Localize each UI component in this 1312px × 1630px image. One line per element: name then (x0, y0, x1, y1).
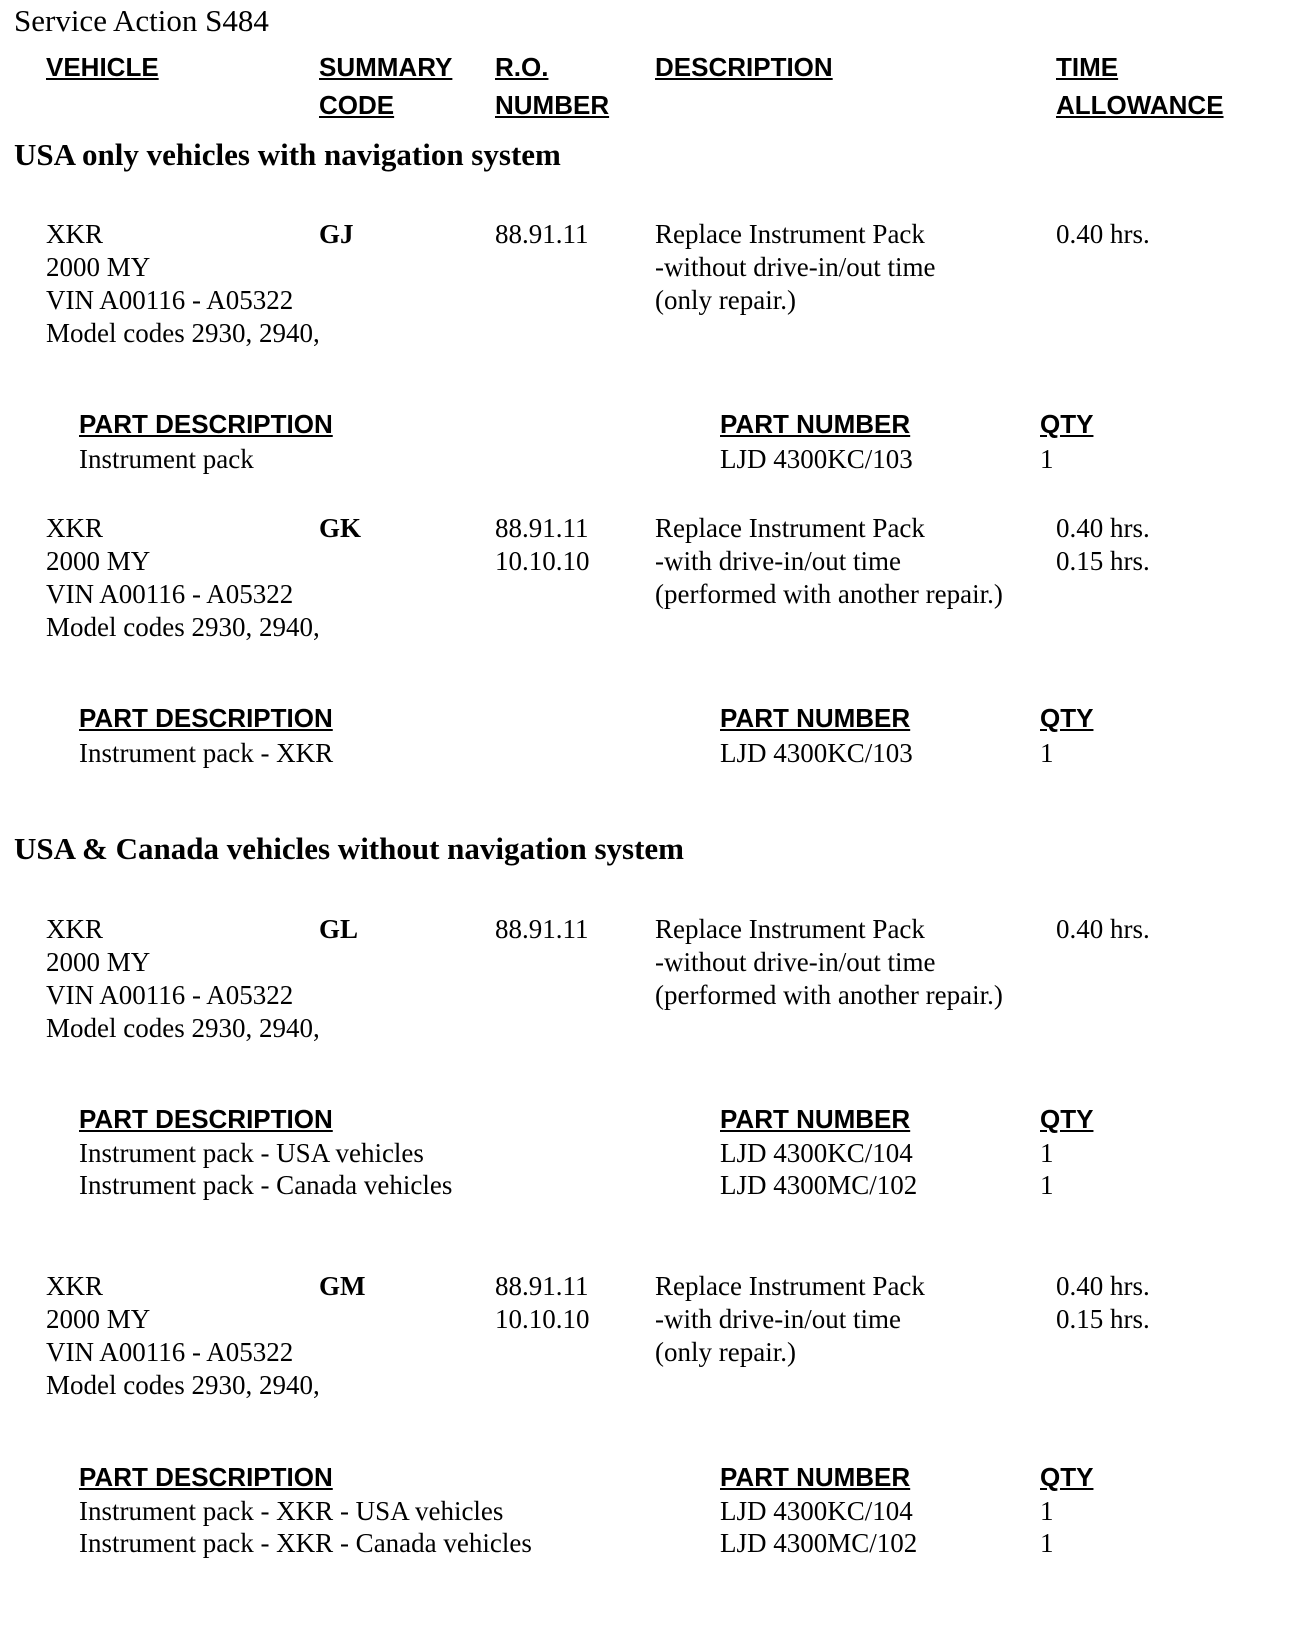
header-description: DESCRIPTION (655, 52, 833, 82)
parts-header-qty: QTY (1040, 703, 1094, 733)
part-description: Instrument pack - XKR (79, 738, 334, 768)
part-number: LJD 4300KC/104 (720, 1138, 913, 1168)
time-allowance: 0.40 hrs. (1056, 914, 1150, 944)
page-title: Service Action S484 (14, 3, 269, 38)
summary-code: GJ (319, 219, 354, 249)
part-number: LJD 4300KC/103 (720, 738, 913, 768)
part-qty: 1 (1040, 444, 1054, 474)
time-allowance: 0.40 hrs. 0.15 hrs. (1056, 513, 1150, 576)
ro-number: 88.91.11 (495, 914, 589, 944)
time-allowance: 0.40 hrs. (1056, 219, 1150, 249)
summary-code: GM (319, 1271, 366, 1301)
ro-number: 88.91.11 10.10.10 (495, 513, 590, 576)
vehicle-info: XKR 2000 MY VIN A00116 - A05322 Model codes 2930, 2940, (46, 513, 320, 642)
part-qty: 1 (1040, 1496, 1054, 1526)
parts-header-qty: QTY (1040, 1462, 1094, 1492)
parts-header-qty: QTY (1040, 409, 1094, 439)
part-qty: 1 (1040, 738, 1054, 768)
parts-header-number: PART NUMBER (720, 409, 911, 439)
part-number: LJD 4300KC/103 (720, 444, 913, 474)
parts-header-qty: QTY (1040, 1104, 1094, 1134)
part-description: Instrument pack - USA vehicles (79, 1138, 424, 1168)
header-summary-code: SUMMARY CODE (319, 52, 453, 120)
parts-header-description: PART DESCRIPTION (79, 1462, 333, 1492)
header-vehicle: VEHICLE (46, 52, 159, 82)
part-description: Instrument pack - XKR - USA vehicles (79, 1496, 504, 1526)
repair-description: Replace Instrument Pack -without drive-in/out time (performed with another repair.) (655, 914, 1003, 1010)
parts-header-number: PART NUMBER (720, 703, 911, 733)
parts-header-number: PART NUMBER (720, 1462, 911, 1492)
part-number: LJD 4300MC/102 (720, 1528, 918, 1558)
header-time-allowance: TIME ALLOWANCE (1056, 52, 1224, 120)
summary-code: GL (319, 914, 359, 944)
summary-code: GK (319, 513, 362, 543)
part-description: Instrument pack (79, 444, 254, 474)
repair-description: Replace Instrument Pack -with drive-in/out time (only repair.) (655, 1271, 925, 1367)
repair-description: Replace Instrument Pack -without drive-in/out time (only repair.) (655, 219, 936, 315)
repair-description: Replace Instrument Pack -with drive-in/out time (performed with another repair.) (655, 513, 1003, 609)
part-qty: 1 (1040, 1138, 1054, 1168)
ro-number: 88.91.11 10.10.10 (495, 1271, 590, 1334)
parts-header-description: PART DESCRIPTION (79, 703, 333, 733)
vehicle-info: XKR 2000 MY VIN A00116 - A05322 Model codes 2930, 2940, (46, 914, 320, 1043)
part-number: LJD 4300MC/102 (720, 1170, 918, 1200)
part-qty: 1 (1040, 1170, 1054, 1200)
vehicle-info: XKR 2000 MY VIN A00116 - A05322 Model codes 2930, 2940, (46, 219, 320, 348)
parts-header-description: PART DESCRIPTION (79, 409, 333, 439)
part-number: LJD 4300KC/104 (720, 1496, 913, 1526)
section-heading: USA & Canada vehicles without navigation system (14, 831, 684, 866)
part-description: Instrument pack - XKR - Canada vehicles (79, 1528, 532, 1558)
parts-header-number: PART NUMBER (720, 1104, 911, 1134)
part-description: Instrument pack - Canada vehicles (79, 1170, 453, 1200)
header-ro-number: R.O. NUMBER (495, 52, 610, 120)
part-qty: 1 (1040, 1528, 1054, 1558)
parts-header-description: PART DESCRIPTION (79, 1104, 333, 1134)
vehicle-info: XKR 2000 MY VIN A00116 - A05322 Model codes 2930, 2940, (46, 1271, 320, 1400)
section-heading: USA only vehicles with navigation system (14, 137, 561, 172)
time-allowance: 0.40 hrs. 0.15 hrs. (1056, 1271, 1150, 1334)
ro-number: 88.91.11 (495, 219, 589, 249)
